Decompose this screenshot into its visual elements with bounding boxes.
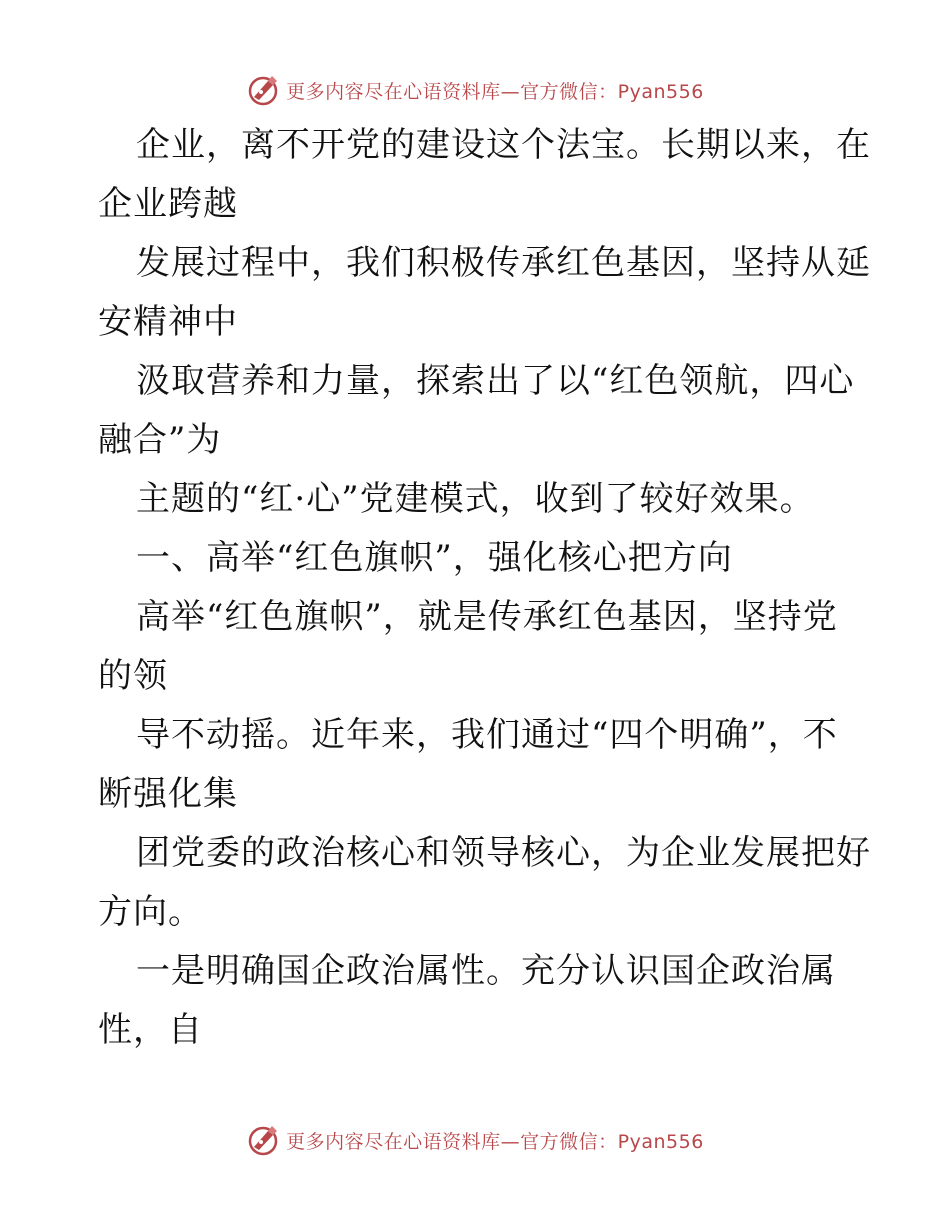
footer-banner-text: 更多内容尽在心语资料库—官方微信：Pyan556: [286, 1130, 704, 1153]
text-line: 高举“红色旗帜”，就是传承红色基因，坚持党: [136, 597, 838, 637]
text-line: 的领: [98, 656, 168, 696]
text-line: 企业跨越: [98, 184, 238, 224]
text-line: 汲取营养和力量，探索出了以“红色领航，四心: [136, 361, 855, 401]
document-body: [98, 116, 871, 1060]
text-line: 发展过程中，我们积极传承红色基因，坚持从延: [136, 243, 871, 283]
text-line: 融合”为: [98, 420, 222, 460]
header-banner: [0, 70, 950, 110]
text-line: 一、高举“红色旗帜”，强化核心把方向: [136, 538, 733, 578]
text-line: 安精神中: [98, 302, 238, 342]
text-line: 一是明确国企政治属性。充分认识国企政治属: [136, 951, 836, 991]
footer-banner: [0, 1120, 950, 1160]
pen-nib-logo-icon: [246, 73, 280, 107]
text-line: 主题的“红·心”党建模式，收到了较好效果。: [136, 479, 815, 519]
text-line: 断强化集: [98, 774, 238, 814]
text-line: 导不动摇。近年来，我们通过“四个明确”，不: [136, 715, 838, 755]
text-line: 方向。: [98, 892, 203, 932]
text-line: 团党委的政治核心和领导核心，为企业发展把好: [136, 833, 871, 873]
header-banner-text: 更多内容尽在心语资料库—官方微信：Pyan556: [286, 80, 704, 103]
text-line: 性，自: [98, 1010, 203, 1050]
text-line: 企业，离不开党的建设这个法宝。长期以来，在: [136, 125, 871, 165]
pen-nib-logo-icon: [246, 1123, 280, 1157]
